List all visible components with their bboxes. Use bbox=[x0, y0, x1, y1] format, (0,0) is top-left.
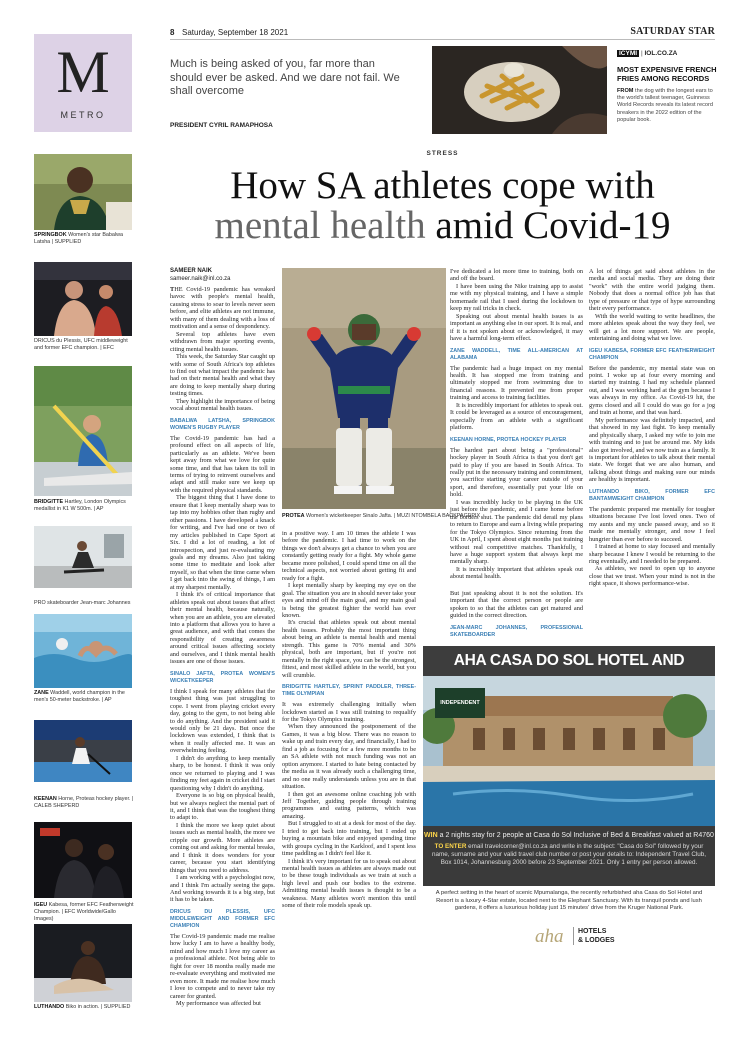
caption-bold: KEENAN bbox=[34, 796, 57, 802]
quote-attribution: PRESIDENT CYRIL RAMAPHOSA bbox=[170, 122, 273, 129]
paragraph: in a positive way. I am 10 times the athlete I was before the pandemic. I had time to work on the things we don't always get a chance to when you are constantly getting ready for a fight. My whole game became more polished, I could spend time on all the technical aspects, not worried about getting fit and ready for a fight. bbox=[282, 530, 416, 582]
promo-headline[interactable]: MOST EXPENSIVE FRENCH FRIES AMONG RECORDS bbox=[617, 65, 717, 83]
article-column-3 bbox=[450, 268, 583, 581]
ad-competition bbox=[423, 826, 715, 886]
caption-bold: PROTEA bbox=[282, 513, 305, 519]
promo-body: the dog with the longest ears to the world's tallest teenager, Guinness World Records reveals its latest record breakers in the 2022 edition of the popular book. bbox=[617, 88, 713, 123]
subhead: ZANE WADDELL, TIME ALL-AMERICAN AT ALABAMA bbox=[450, 347, 583, 361]
ad-enter-label: TO ENTER bbox=[434, 843, 467, 850]
paragraph: This week, the Saturday Star caught up with some of South Africa's top athletes to find out what impact the pandemic has had on their mental health and what they are doing to keep mentally sharp during testing times. bbox=[170, 353, 275, 398]
icymi-label: ICYMI bbox=[619, 50, 638, 57]
ad-logo: INDEPENDENT bbox=[435, 688, 485, 718]
pull-quote: Much is being asked of you, far more than should ever be asked. And we dare not fail. We shall overcome bbox=[170, 58, 400, 97]
fighter-photo bbox=[34, 262, 132, 336]
subhead: SINALO JAFTA, PROTEA WOMEN'S WICKETKEEPER bbox=[170, 670, 275, 684]
article-headline bbox=[170, 166, 715, 246]
cricket-wicketkeeper-photo bbox=[282, 268, 446, 509]
paragraph: I've dedicated a lot more time to training, both on and off the board. bbox=[450, 268, 583, 283]
caption-text: Hartley, London Olympics medallist in K1 W 500m. | AP bbox=[34, 499, 126, 512]
paragraph: I am working with a psychologist now, and I think I'm actually seeing the gaps. And working towards it is a big step, but it has to be taken. bbox=[170, 874, 275, 904]
hockey-player-photo bbox=[34, 720, 132, 782]
byline bbox=[170, 268, 230, 283]
aha-mark: aha bbox=[535, 926, 564, 947]
paragraph: I then got an awesome online coaching job with Jeff Together, guiding people through training programmes and eating patterns, which was amazing. bbox=[282, 790, 416, 820]
paragraph: THE Covid-19 pandemic has wreaked havoc with people's mental health, causing stress to soar to levels never seen before, and elite athletes are not immune, with many of them dealing with a loss of motivation and a sense of despondency. bbox=[170, 286, 275, 331]
paragraph: As athletes, we need to open up to anyone close that we trust. When your mind is not in the right space, it shows performance-wise. bbox=[589, 565, 715, 588]
aha-brand-logo bbox=[535, 924, 615, 952]
caption-text: Waddell, world champion in the men's 50-meter backstroke. | AP bbox=[34, 690, 125, 703]
paragraph: Speaking out about mental health issues is as important as anything else in our sport. It is real, and if it is not spoken about or acknowledged, it may have a harmful long-term effect. bbox=[450, 312, 583, 343]
subhead: BRIDGITTE HARTLEY, SPRINT PADDLER, THREE-TIME OLYMPIAN bbox=[282, 684, 416, 698]
paragraph: It was extremely challenging initially when lockdown started as I was still training to requalify for the Tokyo Olympics training. bbox=[282, 701, 416, 723]
paragraph: Several top athletes have even withdrawn from major sporting events, citing mental health issues. bbox=[170, 330, 275, 353]
brand-line-1: HOTELS bbox=[578, 928, 607, 935]
paragraph: They highlight the importance of being vocal about mental health issues. bbox=[170, 397, 275, 413]
caption-text: Horne, Proteas hockey player. | CALEB SHEPERD bbox=[34, 796, 134, 809]
caption-bold: IGEU bbox=[34, 902, 48, 908]
article-column-4 bbox=[589, 268, 715, 588]
ad-description: A perfect setting in the heart of scenic Mpumalanga, the recently refurbished aha Casa do Sol Hotel and Resort is a luxury 4-Star estate, located next to the Elephant Sanctuary. With its tranquil ponds and lush gardens, it offers a luxurious holiday just 15 minutes' drive from the Kruger National Park. bbox=[435, 890, 703, 912]
ad-enter-text: email travelcorner@inl.co.za and write in the subject: "Casa do Sol" followed by your name, surname and your valid travel club number or post your details to: Independent Travel Club, Box 1014, Johannesburg 2000 before 23 September 2021. Only 1 entry per person allowed. bbox=[431, 843, 707, 866]
photo-dricus-du-plessis[interactable] bbox=[34, 262, 132, 336]
paragraph: Everyone is so big on physical health, but we always neglect the mental part of it, and I think that was the toughest thing to adapt to. bbox=[170, 792, 275, 822]
article-kicker: STRESS bbox=[426, 150, 459, 157]
paragraph: Before the pandemic, my mental state was on point. I woke up at four every morning and started my training. I had my schedule planned out, and I was working hard at the gym because I was always in my office. As Covid-19 hit, the gyms closed and all I could do was go for a jog and train at home, and that was hard. bbox=[589, 364, 715, 417]
byline-name: SAMEER NAIK bbox=[170, 268, 213, 274]
paragraph: I was incredibly lucky to be playing in the UK just before the pandemic, and I came home before the borders shut. The pandemic did derail my plans to return to Europe and earn a living while preparing for the Tokyo Olympics. Since returning from the UK in April, I spent about eight months just training without real competitive matches. Thankfully, I have a huge support system that always kept me mentally sharp. bbox=[450, 498, 583, 566]
ad-title: AHA CASA DO SOL HOTEL AND bbox=[423, 646, 715, 676]
paragraph: The Covid-19 pandemic made me realise how lucky I am to have a healthy body, mind and how much I love my career as a professional athlete. Not being able to fight for over 18 months really made me re-evaluate everything and motivated me even more. It made me realise how much I love to compete and to never take my career for granted. bbox=[170, 932, 275, 1000]
paragraph: I think it's very important for us to speak out about mental health issues as athletes are always made out to be these tough individuals as we train at such a high level and push our bodies to the extreme. Admitting mental health issues is thought to be a weakness. Many athletes won't mention this until some of their role models speak up. bbox=[282, 857, 416, 910]
paragraph: A lot of things get said about athletes in the media and social media. They are doing their "work" with the entire world judging them. Nobody that does a normal office job has that type of pressure or that type of hype surrounding their every performance. bbox=[589, 268, 715, 313]
paragraph: I have been using the Nike training app to assist me with my physical training, and I have a simple homemade rail that I used during the lockdown to keep my rail tricks in check. bbox=[450, 282, 583, 313]
caption-text: DRICUS du Plessis, UFC middleweight and former EFC champion. | EFC bbox=[34, 338, 128, 351]
paragraph: When they announced the postponement of the Games, it was a big blow. There was no reason to wake up and train every day, and financially, I had to find a job as focusing for a few more months to be an SA athlete with not much funding was not an option anymore. I started to hate being contacted by the media as it was already such a challenging time, and no one really understands unless you are in that situation. bbox=[282, 723, 416, 791]
photo-luthando-biko[interactable] bbox=[34, 924, 132, 1002]
photo-jean-marc-johannes[interactable] bbox=[34, 526, 132, 588]
sidebar-caption bbox=[34, 338, 134, 352]
paragraph: But I struggled to sit at a desk for most of the day. I tried to get back into training, but I ended up buying a mountain bike and enjoyed spending time with groups cycling in the Karkloof, and I spent less time paddling as I didn't feel like it. bbox=[282, 820, 416, 858]
subhead: KEENAN HORNE, PROTEA HOCKEY PLAYER bbox=[450, 436, 567, 443]
paragraph: The pandemic had a huge impact on my mental health. It has stopped me from training and ultimately stopped me from swimming due to financial reasons. It prevented me from proper training and access to training facilities. bbox=[450, 364, 583, 402]
caption-text: PRO skateboarder Jean-marc Johannes bbox=[34, 600, 131, 606]
headline-grey-part: mental health bbox=[214, 204, 426, 247]
paragraph: But just speaking about it is not the solution. It's important that the correct person or people are spoken to so that the athletes can get matured and guided in the correct direction. bbox=[450, 590, 583, 620]
section-logo bbox=[34, 34, 132, 132]
sidebar-caption bbox=[34, 499, 134, 513]
kabesa-photo bbox=[34, 822, 132, 898]
subhead: IGEU KABESA, FORMER EFC FEATHERWEIGHT CHAMPION bbox=[589, 347, 715, 361]
paragraph: The hardest part about being a "professional" hockey player in South Africa is that you don't get paid to play if you are based in South Africa. To really put in the necessary training and commitment, you sacrifice starting your career outside of your sport, and therefore, essentially put your life on hold. bbox=[450, 446, 583, 499]
subhead: BABALWA LATSHA, SPRINGBOK WOMEN'S RUGBY PLAYER bbox=[170, 417, 275, 431]
sidebar-caption bbox=[34, 1004, 134, 1011]
paragraph: It is incredibly important that athletes speak out about mental health. bbox=[450, 565, 583, 581]
caption-text: Kabesa, former EFC Featherweight Champion. | EFC Worldwide/Gallo Images) bbox=[34, 902, 134, 922]
promo-photo-fries[interactable] bbox=[432, 46, 607, 134]
brand-line-2: & LODGES bbox=[578, 937, 615, 944]
photo-bridgitte-hartley[interactable] bbox=[34, 366, 132, 496]
ad-enter-line bbox=[423, 843, 715, 867]
paragraph: I think I speak for many athletes that the toughest thing was just struggling to cope. I went from playing cricket every day, going to the gym, to not being able to do anything. And the president said it would only be 21 days. But once the lockdown was extended, I think that is when it really affected me. It was an overwhelming feeling. bbox=[170, 687, 275, 755]
hotel-advert[interactable] bbox=[423, 646, 715, 977]
article-column-2 bbox=[282, 530, 416, 910]
paragraph: With the world waiting to write headlines, the more athletes speak about the way they feel, we will get a lot more support. We are people, entertaining and doing what we love. bbox=[589, 312, 715, 343]
subhead: DRICUS DU PLESSIS, UFC MIDDLEWEIGHT AND FORMER EFC CHAMPION bbox=[170, 908, 275, 929]
paragraph: I trained at home to stay focused and mentally sharp because I knew I would be returning to the ring eventually, and I needed to be prepared. bbox=[589, 543, 715, 565]
paragraph: I think the more we keep quiet about issues such as mental health, the more we cripple our growth. More athletes are coming out and asking for mental breaks, and I think it does wonders for your career, because you start identifying things that you need to address. bbox=[170, 821, 275, 874]
sidebar-caption bbox=[34, 902, 134, 922]
caption-text: Women's wicketkeeper Sinalo Jafta. | MUZI NTOMBELA BACKPAGEPIX bbox=[304, 513, 481, 519]
section-letter: M bbox=[56, 39, 110, 105]
paragraph: It's crucial that athletes speak out about mental health issues. Probably the most important thing about being an athlete is mental health and mental strength. This game is 70% mental and 30% physical, both are important, but if you're not mentally in the right space, you can be the strongest, fittest, and most skilled athlete in the world, but you will crumble. bbox=[282, 619, 416, 679]
caption-bold: SPRINGBOK bbox=[34, 232, 67, 238]
ad-hotel-photo bbox=[423, 676, 715, 826]
caption-bold: ZANE bbox=[34, 690, 49, 696]
paddler-photo bbox=[34, 366, 132, 496]
headline-line-1: How SA athletes cope with bbox=[230, 164, 655, 207]
iol-label: IOL.CO.ZA bbox=[644, 50, 678, 57]
article-column-1 bbox=[170, 286, 275, 1007]
paragraph: My performance was definitely impacted, and that showed in my last fight. To keep mentally and physically sharp, I asked my wife to join me with training and to just be around me. My kids also got involved, and we now train as a family. It is important for athletes to talk about their mental state. We forget that we are also human, and talking about things and making sure our minds are healthy is important. bbox=[589, 416, 715, 484]
paragraph: It is incredibly important for athletes to speak out. It could be leveraged as a source of encouragement, especially from an athlete with a significant platform. bbox=[450, 401, 583, 432]
section-name: METRO bbox=[60, 110, 106, 120]
promo-lead: FROM bbox=[617, 88, 634, 94]
paragraph: I didn't do anything to keep mentally sharp, to be honest. I think it was only once we returned to playing and I was finding my feet again in cricket did I start questioning why I didn't do anything. bbox=[170, 754, 275, 792]
caption-bold: LUTHANDO bbox=[34, 1004, 65, 1010]
paper-name: SATURDAY STAR bbox=[630, 26, 715, 37]
subhead: LUTHANDO BIKO, FORMER EFC BANTAMWEIGHT CHAMPION bbox=[589, 488, 715, 502]
caption-bold: BRIDGITTE bbox=[34, 499, 64, 505]
biko-photo bbox=[34, 924, 132, 1002]
photo-sinalo-jafta[interactable] bbox=[282, 268, 446, 509]
headline-dark-part: amid Covid-19 bbox=[425, 204, 671, 247]
byline-email[interactable]: sameer.naik@inl.co.za bbox=[170, 275, 231, 282]
subhead: JEAN-MARC JOHANNES, PROFESSIONAL SKATEBOARDER bbox=[450, 624, 583, 638]
paragraph: The pandemic prepared me mentally for tougher situations because I've lost loved ones. Two of my aunts and my uncle passed away, and so it made me mentally stronger, and now I feel hungrier than ever before to succeed. bbox=[589, 505, 715, 543]
paragraph: My performance was affected but bbox=[176, 999, 261, 1007]
caption-text: Women's star Babalwa Latsha | SUPPLIED bbox=[34, 232, 124, 245]
photo-babalwa-latsha[interactable] bbox=[34, 154, 132, 230]
issue-date: Saturday, September 18 2021 bbox=[182, 28, 289, 37]
paragraph: I kept mentally sharp by keeping my eye on the goal. The situation you are in should never take your eyes and mind off the main goal, and my main goal is being the greatest fighter the world has ever known. bbox=[282, 582, 416, 619]
rugby-player-photo bbox=[34, 154, 132, 230]
sidebar-caption bbox=[34, 600, 134, 607]
sidebar-caption bbox=[34, 690, 134, 704]
aha-brand-text bbox=[573, 927, 615, 945]
promo-tag: ICYMI | IOL.CO.ZA bbox=[619, 50, 678, 57]
skateboarder-photo bbox=[34, 526, 132, 588]
photo-keenan-horne[interactable] bbox=[34, 720, 132, 782]
swimmer-photo bbox=[34, 614, 132, 688]
page-number: 8 bbox=[170, 28, 175, 37]
paragraph: The Covid-19 pandemic has had a profound effect on all aspects of life, particularly as an athlete. We've been kept away from what we love for quite some time, and that has taken its toll in terms of trying to reinvent ourselves and adapt and still make sure we keep up with the required physical standards. bbox=[170, 434, 275, 494]
photo-zane-waddell[interactable] bbox=[34, 614, 132, 688]
caption-text: Biko in action. | SUPPLIED bbox=[64, 1004, 131, 1010]
ad-win-label: WIN bbox=[424, 832, 438, 839]
paragraph: The biggest thing that I have done to ensure that I keep mentally sharp was to tap into my hobbies other than rugby and other passions. I have developed a knack for writing, and I've had one or two of my articles published in Cape Sport at Six. I did a lot of reading, a lot of introspection, and just re-evaluating my goals and my dreams. Also just taking some time to meditate and look after myself, so that when the time came when I get back into the swing of things, I am at my sharpest mentally. bbox=[170, 494, 275, 591]
photo-igeu-kabesa[interactable] bbox=[34, 822, 132, 898]
paragraph: I think it's of critical importance that athletes speak out about issues that affect their mental health, because naturally, when you are an athlete, you are elevated into a platform that allows you to have a great audience, and with that comes the responsibility of creating awareness around critical issues affecting society and ourselves, and I think mental health issues are one of those issues. bbox=[170, 591, 275, 666]
headline-line-2 bbox=[170, 206, 715, 246]
folio-bar bbox=[170, 26, 715, 40]
fries-illustration bbox=[432, 46, 607, 134]
article-column-2b-visible bbox=[450, 590, 583, 642]
sidebar-caption bbox=[34, 232, 134, 246]
ad-win-text: a 2 nights stay for 2 people at Casa do Sol Inclusive of Bed & Breakfast valued at R4760 bbox=[437, 832, 714, 839]
ad-win-line bbox=[423, 831, 715, 840]
sidebar-caption bbox=[34, 796, 134, 810]
promo-text bbox=[617, 88, 721, 124]
